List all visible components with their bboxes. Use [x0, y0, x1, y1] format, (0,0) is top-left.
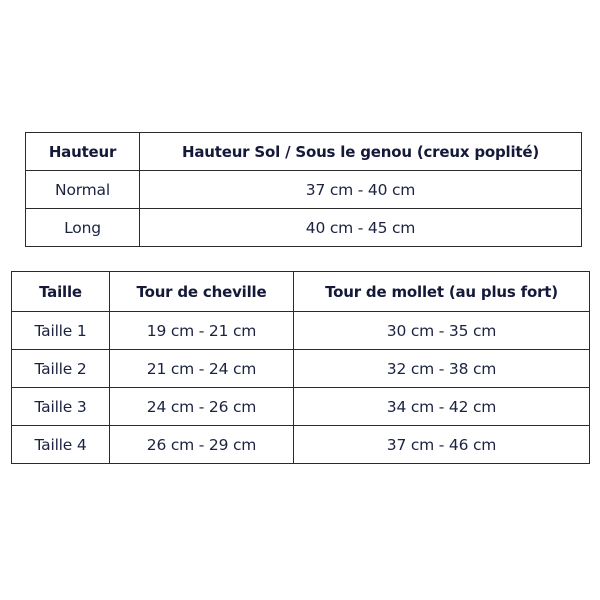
height-range-cell: 37 cm - 40 cm — [140, 171, 582, 209]
column-header-taille: Taille — [12, 272, 110, 312]
calf-range-cell: 32 cm - 38 cm — [294, 350, 590, 388]
table-row — [12, 388, 590, 426]
size-table — [11, 271, 590, 464]
ankle-range-cell: 19 cm - 21 cm — [110, 312, 294, 350]
ankle-range-cell: 24 cm - 26 cm — [110, 388, 294, 426]
column-header-hauteur-sol: Hauteur Sol / Sous le genou (creux poplité) — [140, 133, 582, 171]
calf-range-cell: 34 cm - 42 cm — [294, 388, 590, 426]
column-header-tour-de-mollet: Tour de mollet (au plus fort) — [294, 272, 590, 312]
size-label-cell: Taille 2 — [12, 350, 110, 388]
calf-range-cell: 37 cm - 46 cm — [294, 426, 590, 464]
size-label-cell: Taille 1 — [12, 312, 110, 350]
calf-range-cell: 30 cm - 35 cm — [294, 312, 590, 350]
ankle-range-cell: 26 cm - 29 cm — [110, 426, 294, 464]
column-header-tour-de-cheville: Tour de cheville — [110, 272, 294, 312]
table-row — [12, 350, 590, 388]
table-row — [12, 312, 590, 350]
height-label-cell: Long — [26, 209, 140, 247]
height-label-cell: Normal — [26, 171, 140, 209]
column-header-hauteur: Hauteur — [26, 133, 140, 171]
ankle-range-cell: 21 cm - 24 cm — [110, 350, 294, 388]
height-range-cell: 40 cm - 45 cm — [140, 209, 582, 247]
height-table — [25, 132, 582, 247]
size-label-cell: Taille 3 — [12, 388, 110, 426]
table-header-row — [12, 272, 590, 312]
size-label-cell: Taille 4 — [12, 426, 110, 464]
table-row — [12, 426, 590, 464]
table-row — [26, 209, 582, 247]
table-row — [26, 171, 582, 209]
table-header-row — [26, 133, 582, 171]
